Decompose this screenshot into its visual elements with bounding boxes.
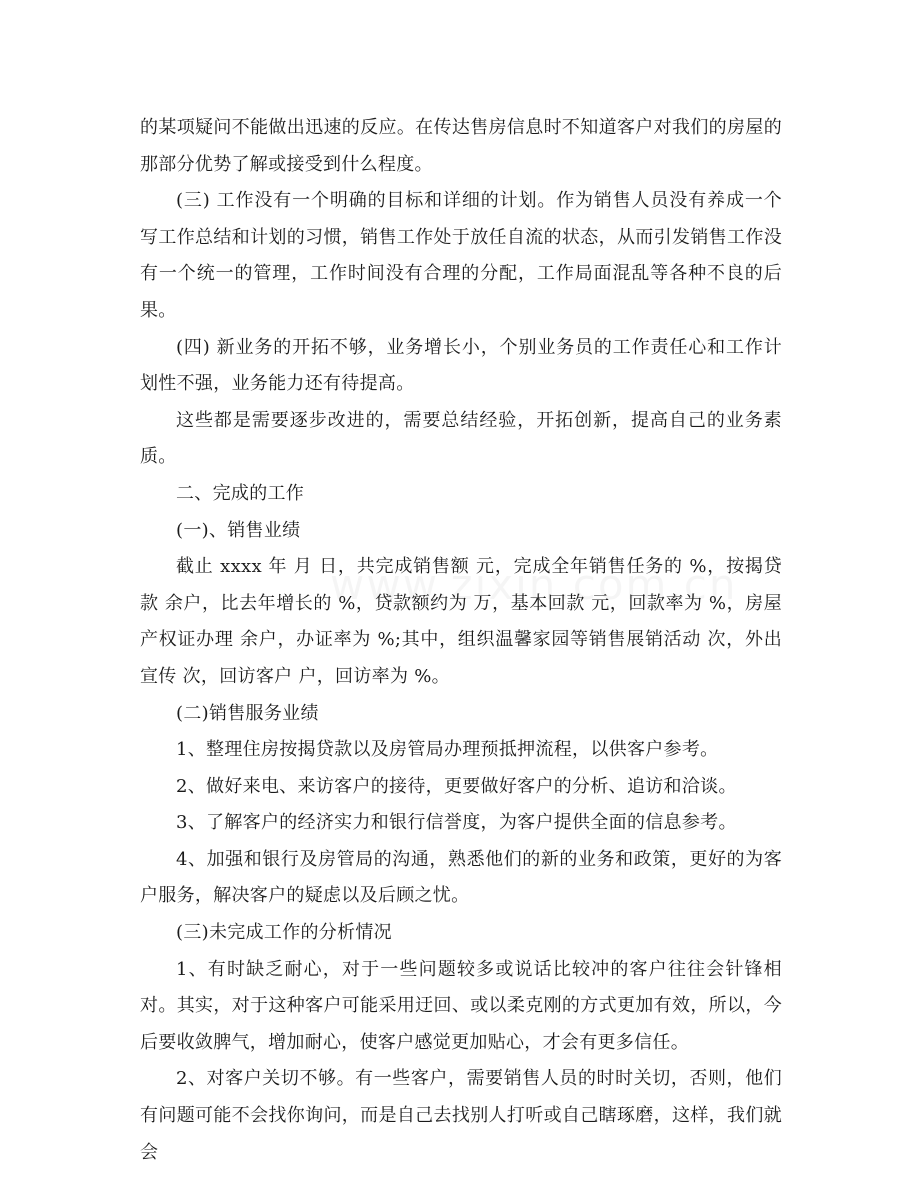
list-item: 1、整理住房按揭贷款以及房管局办理预抵押流程，以供客户参考。 bbox=[176, 739, 719, 761]
list-item: 2、做好来电、来访客户的接待，更要做好客户的分析、追访和洽谈。 bbox=[176, 775, 737, 797]
list-item: 2、对客户关切不够。有一些客户，需要销售人员的时时关切，否则，他们有问题可能不会找你询问，而是自己去找别人打听或自己瞎琢磨，这样，我们就会 bbox=[140, 1068, 782, 1163]
subsection-heading: (二)销售服务业绩 bbox=[176, 702, 319, 724]
paragraph: (四) 新业务的开拓不够，业务增长小，个别业务员的工作责任心和工作计划性不强，业务能力还有待提高。 bbox=[140, 336, 782, 395]
paragraph: (三) 工作没有一个明确的目标和详细的计划。作为销售人员没有养成一个写工作总结和计划的习惯，销售工作处于放任自流的状态，从而引发销售工作没有一个统一的管理，工作时间没有合理的分配，工作局面混乱等各种不良的后果。 bbox=[140, 190, 782, 321]
list-item: 1、有时缺乏耐心，对于一些问题较多或说话比较冲的客户往往会针锋相对。其实，对于这种客户可能采用迂回、或以柔克刚的方式更加有效，所以，今后要收敛脾气，增加耐心，使客户感觉更加贴心，才会有更多信任。 bbox=[140, 958, 782, 1053]
section-heading: 二、完成的工作 bbox=[176, 482, 305, 504]
subsection-heading: (三)未完成工作的分析情况 bbox=[176, 922, 392, 944]
paragraph: 的某项疑问不能做出迅速的反应。在传达售房信息时不知道客户对我们的房屋的那部分优势了解或接受到什么程度。 bbox=[140, 117, 782, 175]
paragraph: 这些都是需要逐步改进的，需要总结经验，开拓创新，提高自己的业务素质。 bbox=[140, 409, 782, 468]
list-item: 4、加强和银行及房管局的沟通，熟悉他们的新的业务和政策，更好的为客户服务，解决客户的疑虑以及后顾之忧。 bbox=[140, 848, 782, 907]
paragraph: 截止 xxxx 年 月 日，共完成销售额 元，完成全年销售任务的 %，按揭贷款 余户，比去年增长的 %，贷款额约为 万，基本回款 元，回款率为 %，房屋产权证办理 余户，办证率为 %;其中，组织温馨家园等销售展销活动 次，外出宣传 次，回访客户 户，回访率为 %。 bbox=[140, 556, 782, 687]
subsection-heading: (一)、销售业绩 bbox=[176, 519, 301, 541]
document-body bbox=[140, 110, 782, 1171]
list-item: 3、了解客户的经济实力和银行信誉度，为客户提供全面的信息参考。 bbox=[176, 812, 737, 834]
